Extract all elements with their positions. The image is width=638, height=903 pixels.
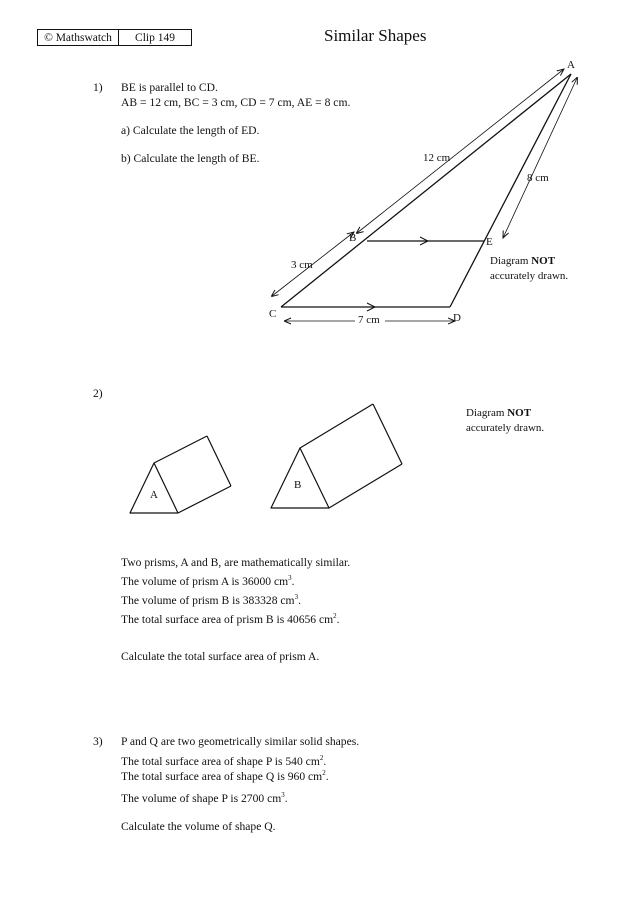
q1-diagram-note xyxy=(490,255,555,267)
prisms-diagram xyxy=(0,380,638,530)
q1-line2: AB = 12 cm, BC = 3 cm, CD = 7 cm, AE = 8 cm. xyxy=(121,96,351,109)
q1-note-text: Diagram xyxy=(490,255,532,267)
q2-note-text: Diagram xyxy=(466,407,508,419)
q3-line4-end: . xyxy=(284,792,288,805)
q2-line3-text: The volume of prism B is 383328 cm xyxy=(121,594,295,607)
q2-line4 xyxy=(121,613,340,627)
prism-b xyxy=(271,404,402,508)
length-bc-label: 3 cm xyxy=(291,259,313,271)
q2-line2-unit-power: 3 xyxy=(288,574,292,583)
vertex-a-label: A xyxy=(567,59,575,71)
measure-ae xyxy=(503,78,577,238)
length-ae-label: 8 cm xyxy=(527,172,549,184)
q2-line3 xyxy=(121,594,301,608)
q2-line3-end: . xyxy=(298,594,301,607)
q2-line2-end: . xyxy=(291,575,295,588)
q3-line1: P and Q are two geometrically similar solid shapes. xyxy=(121,735,360,748)
q1-diagram-note-line2: accurately drawn. xyxy=(490,270,569,282)
q1-part-b: b) Calculate the length of BE. xyxy=(121,152,260,165)
q3-line3-unit-power: 2 xyxy=(322,769,326,778)
q3-line4-text: The volume of shape P is 2700 cm xyxy=(121,792,282,805)
q2-line3-unit-power: 3 xyxy=(294,593,299,602)
q3-line4 xyxy=(121,792,288,806)
q3-line2-unit-power: 2 xyxy=(319,754,324,763)
q2-line4-unit-power: 2 xyxy=(333,612,337,621)
q3-line3 xyxy=(121,770,329,784)
measure-ab xyxy=(357,69,564,233)
q2-line2 xyxy=(121,575,295,589)
brand-label: © Mathswatch xyxy=(44,32,112,44)
q2-number: 2) xyxy=(93,387,103,400)
q2-line1: Two prisms, A and B, are mathematically similar. xyxy=(121,556,351,569)
q1-number: 1) xyxy=(93,81,103,94)
clip-label: Clip 149 xyxy=(135,32,175,44)
q2-question: Calculate the total surface area of prism A. xyxy=(121,650,320,663)
q3-number: 3) xyxy=(93,735,103,748)
q2-line4-end: . xyxy=(336,613,340,626)
vertex-d-label: D xyxy=(453,312,461,324)
q2-note-bold: NOT xyxy=(507,407,532,419)
q1-note-bold: NOT xyxy=(531,255,556,267)
q3-line2-end: . xyxy=(323,755,327,768)
prism-b-label: B xyxy=(294,479,302,491)
q1-part-a: a) Calculate the length of ED. xyxy=(121,124,260,137)
vertex-c-label: C xyxy=(269,308,277,320)
vertex-e-label: E xyxy=(486,236,493,248)
q2-line4-text: The total surface area of prism B is 40656 cm xyxy=(121,613,334,626)
q3-line3-text: The total surface area of shape Q is 960 cm xyxy=(121,770,323,783)
q3-line4-unit-power: 3 xyxy=(281,791,285,800)
length-ab-label: 12 cm xyxy=(423,152,451,164)
vertex-b-label: B xyxy=(349,232,357,244)
q3-question: Calculate the volume of shape Q. xyxy=(121,820,276,833)
q2-diagram-note-line2: accurately drawn. xyxy=(466,422,545,434)
measure-bc xyxy=(272,232,357,296)
page-title: Similar Shapes xyxy=(324,26,427,45)
q3-line2-text: The total surface area of shape P is 540 cm xyxy=(121,755,320,768)
q1-line1: BE is parallel to CD. xyxy=(121,81,218,94)
length-cd-label: 7 cm xyxy=(358,314,380,326)
prism-a-label: A xyxy=(150,489,158,501)
q3-line3-end: . xyxy=(325,770,329,783)
q3-line2 xyxy=(121,755,326,769)
prism-a xyxy=(130,436,231,513)
q2-line2-text: The volume of prism A is 36000 cm xyxy=(121,575,289,588)
